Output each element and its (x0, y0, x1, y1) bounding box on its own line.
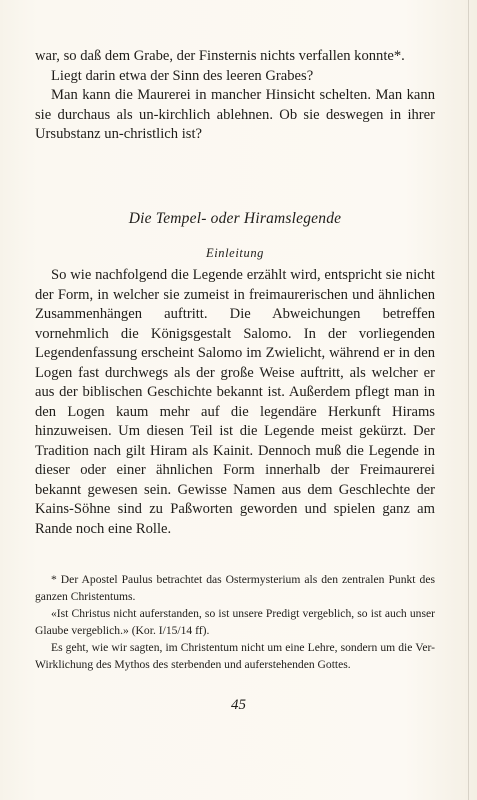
paragraph-continuation: war, so daß dem Grabe, der Finsternis nichts verfallen konnte*. (35, 48, 405, 64)
main-text-block (35, 266, 435, 539)
footnote-comment: Es geht, wie wir sagten, im Christentum nicht um eine Lehre, sondern um die Ver-Wirklichung des Mythos des sterbenden und auferstehenden Gottes. (35, 641, 435, 671)
footnote-1: * Der Apostel Paulus betrachtet das Ostermysterium als den zentralen Punkt des ganzen Christentums. (35, 573, 435, 603)
page-edge (468, 0, 469, 800)
page-number: 45 (231, 697, 246, 713)
subsection-title: Einleitung (205, 246, 265, 260)
footnote-quote: «Ist Christus nicht auferstanden, so ist unsere Predigt vergeblich, so ist auch unser Glaube vergeblich.» (Kor. I/15/14 ff). (35, 607, 435, 637)
top-text-block (35, 47, 435, 145)
section-title: Die Tempel- oder Hiramslegende (128, 210, 342, 227)
paragraph-masonry: Man kann die Maurerei in mancher Hinsicht schelten. Man kann sie durchaus als un-kirchlich ablehnen. Ob sie deswegen in ihrer Ursubstanz un-christlich ist? (35, 87, 435, 142)
paragraph-introduction: So wie nachfolgend die Legende erzählt wird, entspricht sie nicht der Form, in welcher sie zumeist in freimaurerischen und ähnlichen Zusammenhängen auftritt. Die Abweichungen betreffen vornehmlich die Königsgestalt Salomo. In der vorliegenden Legendenfassung erscheint Salomo im Zwielicht, während er in den Logen fast durchwegs als der große Weise auftritt, als welcher er aus der biblischen Geschichte bekannt ist. Außerdem pflegt man in den Logen kaum mehr auf die legendäre Herkunft Hirams hinzuweisen. Um diesen Teil ist die Legende meist gekürzt. Der Tradition nach gilt Hiram als Kainit. Dennoch muß die Legende in dieser oder einer ähnlichen Form innerhalb der Freimaurerei bekannt gewesen sein. Gewisse Namen aus dem Geschlechte der Kains-Söhne sind zu Paßworten geworden und spielen ganz am Rande noch eine Rolle. (35, 267, 435, 537)
footnotes (35, 572, 435, 673)
paragraph-question: Liegt darin etwa der Sinn des leeren Grabes? (51, 67, 314, 84)
